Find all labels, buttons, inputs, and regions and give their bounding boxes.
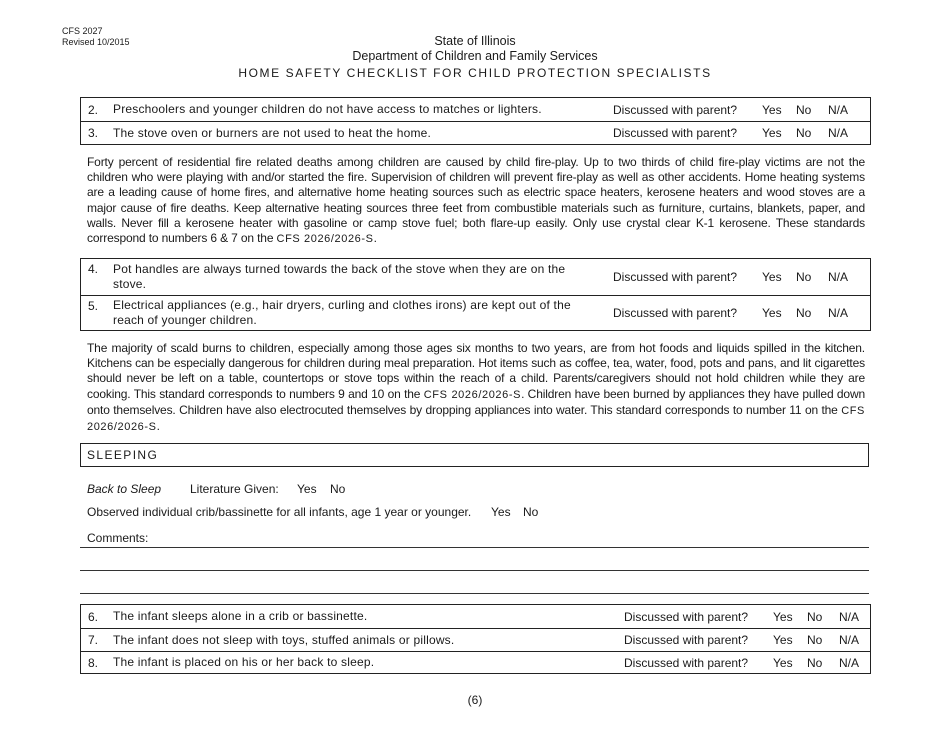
no-option[interactable]: No (796, 126, 812, 140)
na-option[interactable]: N/A (828, 126, 849, 140)
na-option[interactable]: N/A (828, 270, 849, 284)
back-to-sleep-row (87, 482, 345, 496)
yes-option[interactable]: Yes (762, 126, 782, 140)
comments-label: Comments: (87, 531, 149, 545)
answer-options (773, 656, 859, 670)
item-text: The stove oven or burners are not used to heat the home. (113, 125, 432, 140)
state-name: State of Illinois (434, 34, 516, 48)
form-reference: CFS 2026/2026-S (276, 233, 374, 246)
observed-crib-label: Observed individual crib/bassinette for all infants, age 1 year or younger. (87, 505, 472, 519)
answer-options (762, 306, 848, 320)
literature-given-label: Literature Given: (190, 482, 279, 496)
observed-yes-option[interactable]: Yes (491, 505, 511, 519)
checklist-table-fire (80, 97, 871, 145)
item-text: The infant sleeps alone in a crib or bassinette. (113, 609, 368, 623)
comment-line[interactable] (80, 593, 869, 594)
fire-safety-paragraph (87, 155, 865, 247)
discussed-label: Discussed with parent? (624, 655, 749, 670)
comment-line[interactable] (80, 570, 869, 571)
answer-options (773, 633, 859, 647)
no-option[interactable]: No (796, 306, 812, 320)
table-row (81, 295, 870, 330)
yes-option[interactable]: Yes (773, 609, 793, 624)
no-option[interactable]: No (807, 655, 823, 670)
paragraph-end: . (373, 231, 377, 246)
comment-line[interactable] (80, 547, 869, 548)
discussed-label: Discussed with parent? (624, 633, 749, 647)
table-row (81, 605, 870, 628)
yes-option[interactable]: Yes (762, 102, 782, 117)
paragraph-text: . Children have been burned by appliances they have pulled down onto themselves. Children have also electrocuted themselves by dropping appliances into water. This standard corresponds to number 11 on the (87, 386, 865, 417)
item-number: 3. (88, 126, 99, 140)
answer-options (762, 126, 848, 140)
discussed-label: Discussed with parent? (613, 270, 738, 284)
item-number: 2. (88, 102, 99, 117)
item-text: Electrical appliances (e.g., hair dryers, curling and clothes irons) are kept out of the reach of younger children. (113, 298, 571, 327)
no-option[interactable]: No (796, 270, 812, 284)
item-text: The infant does not sleep with toys, stuffed animals or pillows. (113, 632, 455, 647)
item-text: Pot handles are always turned towards the back of the stove when they are on the stove. (113, 262, 566, 291)
page-number: (6) (467, 693, 483, 707)
paragraph-text: The majority of scald burns to children, especially among those ages six months to two years, are from hot foods and liquids spilled in the kitchen. Kitchens can be especially dangerous for children during meal preparation. Hot items such as coffee, tea, water, food, pots and pans, and lit cigarettes should never be left on a table, countertops or stove tops within the reach of a child. Parents/caregivers should not hold children while they are cooking. This standard corresponds to numbers 9 and 10 on the (87, 341, 865, 401)
answer-options (762, 270, 848, 284)
form-number: CFS 2027 (62, 26, 103, 36)
answer-options (773, 610, 859, 624)
na-option[interactable]: N/A (839, 633, 860, 647)
yes-option[interactable]: Yes (773, 633, 793, 647)
discussed-label: Discussed with parent? (624, 609, 749, 624)
literature-no-option[interactable]: No (330, 482, 346, 496)
no-option[interactable]: No (807, 633, 823, 647)
observed-crib-row (87, 505, 538, 519)
paragraph-end: . (156, 419, 160, 434)
yes-option[interactable]: Yes (773, 655, 793, 670)
scald-burns-paragraph (87, 341, 865, 435)
na-option[interactable]: N/A (828, 102, 849, 117)
form-revised: Revised 10/2015 (62, 37, 130, 47)
na-option[interactable]: N/A (839, 609, 860, 624)
item-number: 7. (88, 633, 99, 647)
item-number: 6. (88, 609, 99, 624)
na-option[interactable]: N/A (839, 655, 860, 670)
discussed-label: Discussed with parent? (613, 102, 738, 117)
department-name: Department of Children and Family Services (352, 49, 598, 63)
discussed-label: Discussed with parent? (613, 126, 738, 140)
table-row (81, 628, 870, 651)
paragraph-text: Forty percent of residential fire related deaths among children are caused by child fire-play. Up to two thirds of child fire-play victims are not the children who were playing with and/or started the fire. Supervision of children will prevent fire-play as well as other accidents. Home heating systems are a leading cause of home fires, and alternative home heating sources such as electric space heaters, kerosene heaters and wood stoves are a major cause of fire deaths. Keep alternative heating sources three feet from combustible materials such as furniture, curtains, blankets, paper, and walls. Never fill a kerosene heater with gasoline or camp stove fuel; both flare-up easily. Only use crystal clear K-1 kerosene. These standards correspond to numbers 6 & 7 on the (87, 155, 865, 246)
table-row (81, 651, 870, 673)
discussed-label: Discussed with parent? (613, 306, 738, 320)
yes-option[interactable]: Yes (762, 306, 782, 320)
back-to-sleep-label: Back to Sleep (87, 482, 162, 496)
form-reference: CFS 2026/2026-S (87, 404, 865, 434)
page-header (0, 34, 950, 81)
item-text: The infant is placed on his or her back to sleep. (113, 655, 375, 669)
literature-yes-option[interactable]: Yes (297, 482, 317, 496)
sleeping-section-heading: SLEEPING (80, 443, 869, 467)
table-row (81, 121, 870, 144)
no-option[interactable]: No (796, 102, 812, 117)
page-title: HOME SAFETY CHECKLIST FOR CHILD PROTECTION SPECIALISTS (238, 66, 712, 80)
checklist-table-kitchen (80, 258, 871, 331)
na-option[interactable]: N/A (828, 306, 849, 320)
item-text: Preschoolers and younger children do not have access to matches or lighters. (113, 102, 542, 116)
table-row (81, 98, 870, 121)
table-row (81, 259, 870, 295)
observed-no-option[interactable]: No (523, 505, 539, 519)
yes-option[interactable]: Yes (762, 270, 782, 284)
no-option[interactable]: No (807, 609, 823, 624)
form-reference: CFS 2026/2026-S (423, 388, 522, 401)
checklist-table-sleeping (80, 604, 871, 674)
item-number: 4. (88, 262, 99, 276)
answer-options (762, 103, 848, 117)
item-number: 8. (88, 655, 99, 670)
item-number: 5. (88, 299, 99, 313)
